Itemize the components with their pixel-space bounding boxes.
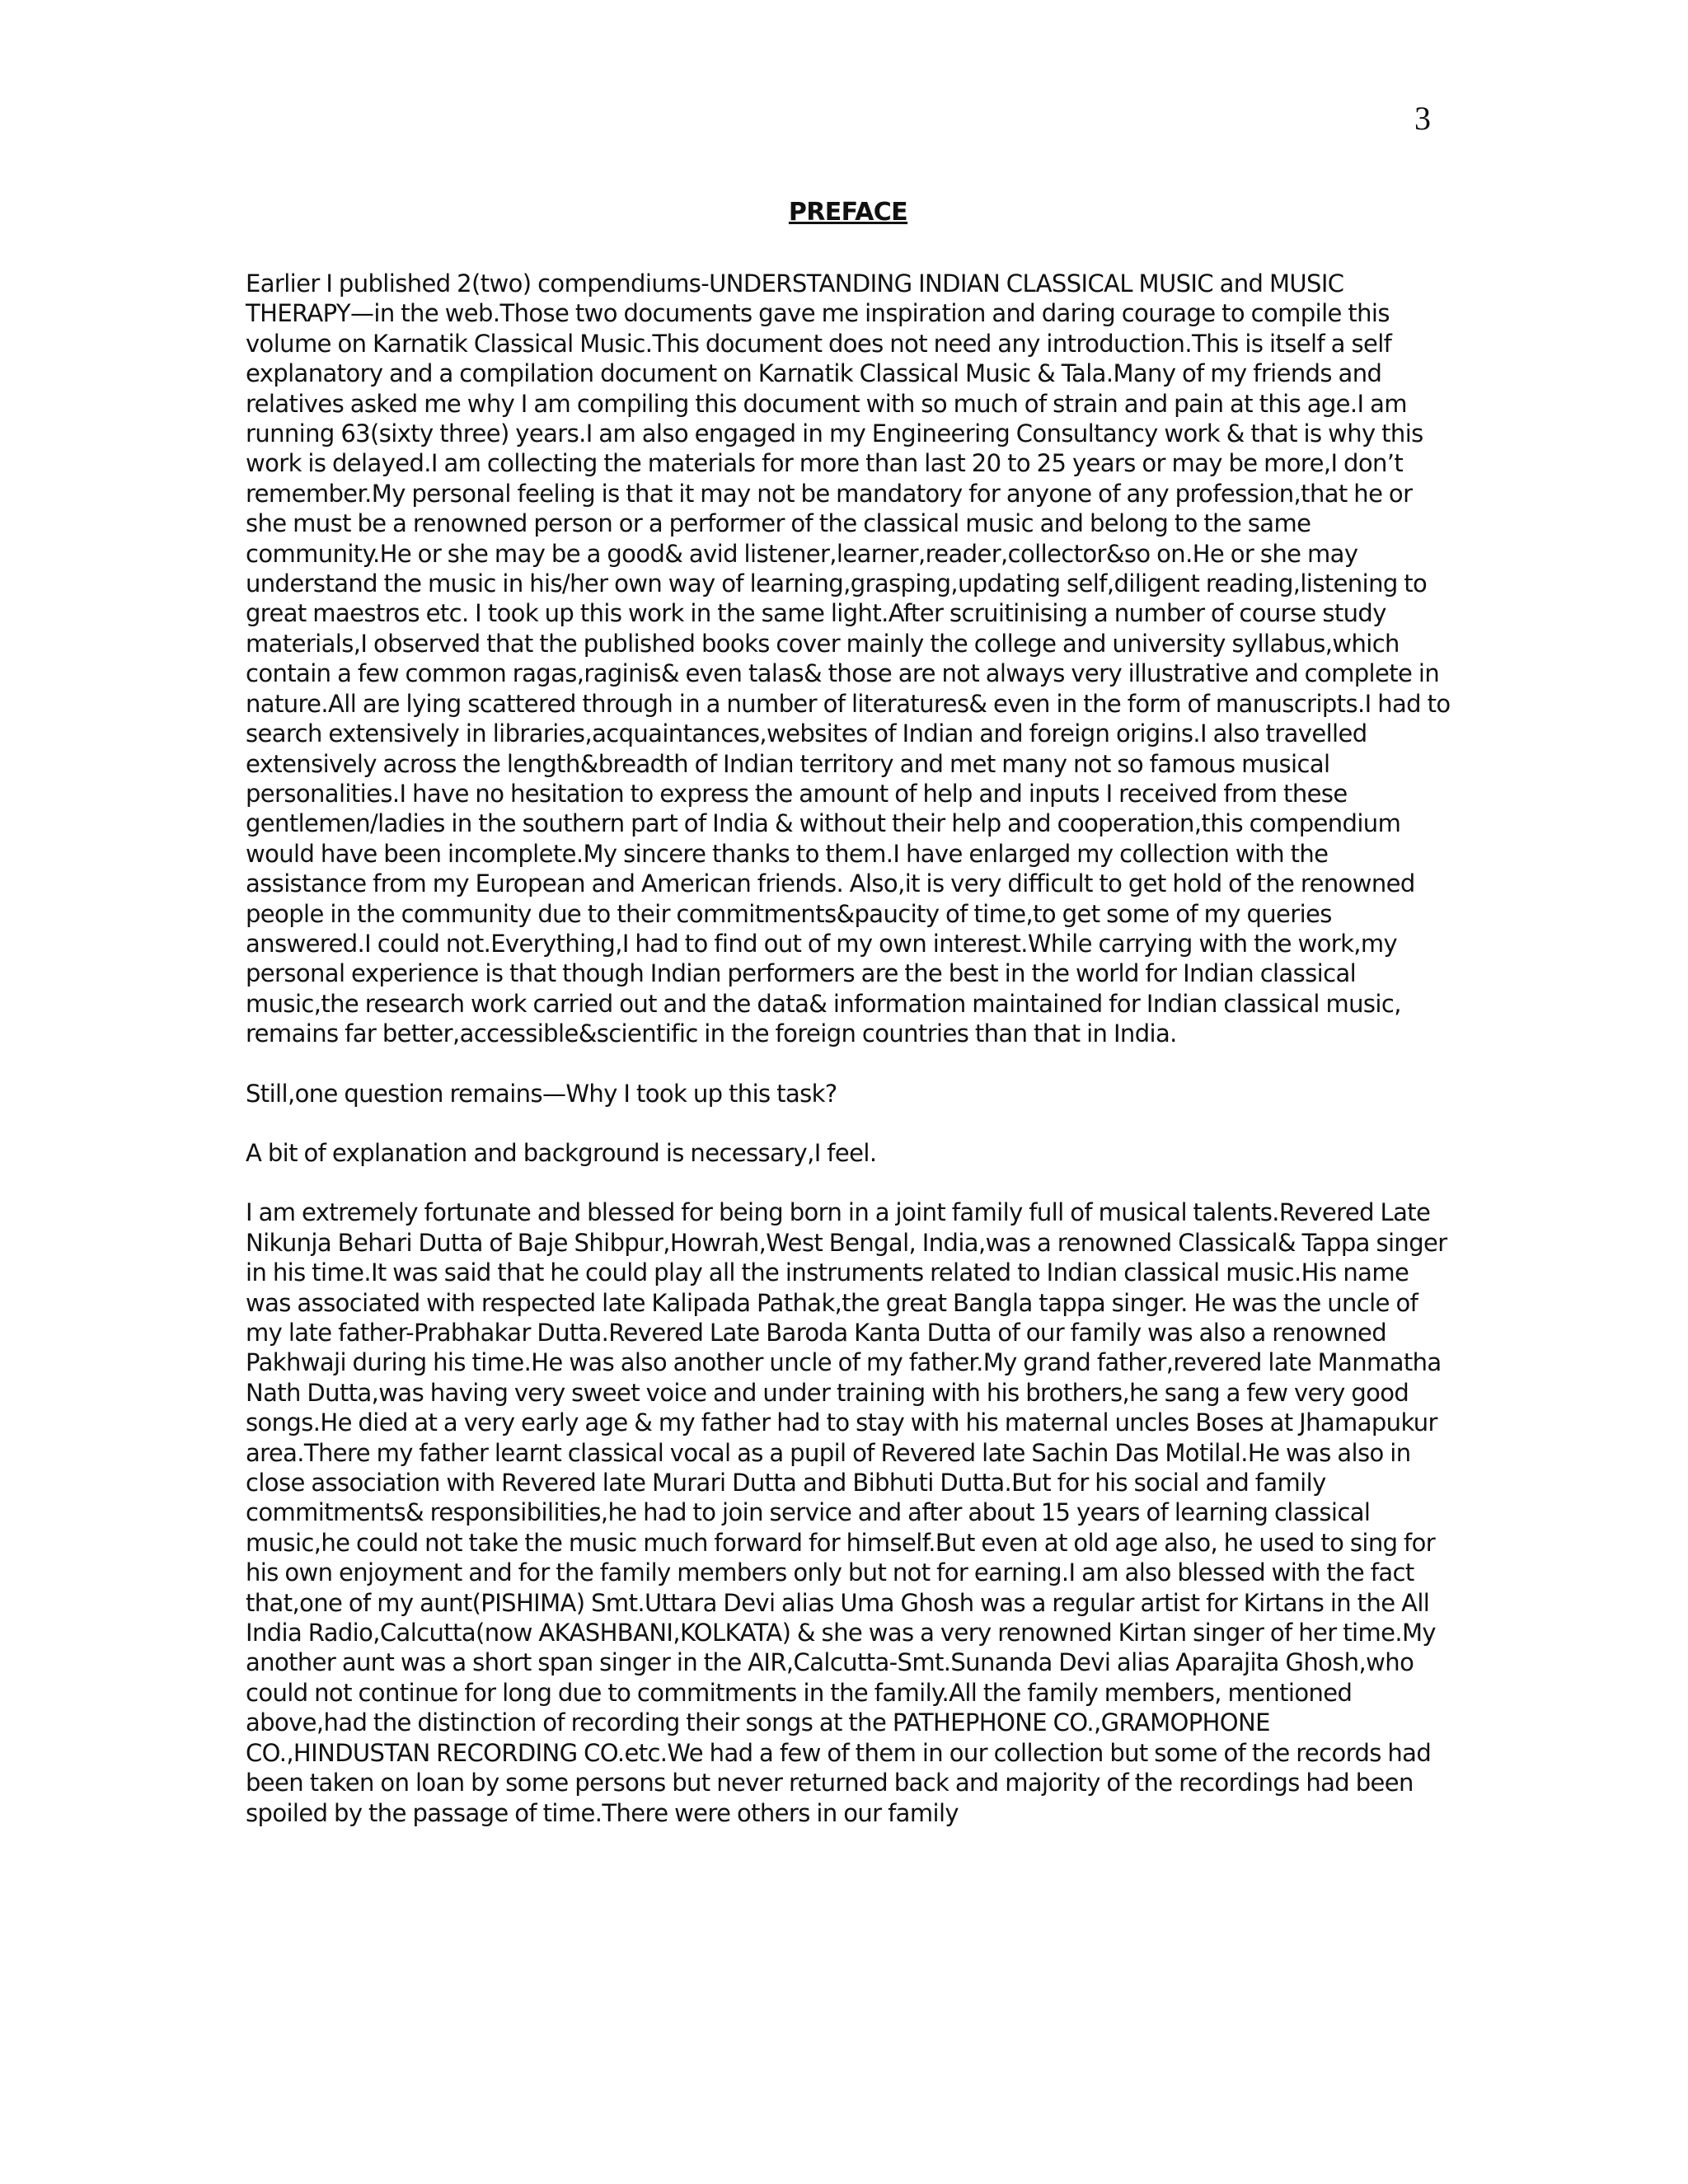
paragraph-family-background: I am extremely fortunate and blessed for being born in a joint family full of musical talents.Revered Late Nikunja Behari Dutta of Baje Shibpur,Howrah,West Bengal, India,was a renowned Classical& Tappa singer in his time.It was said that he could play all the instruments related to Indian classical music.His name was associated with respected late Kalipada Pathak,the great Bangla tappa singer. He was the uncle of my late father-Prabhakar Dutta.Revered Late Baroda Kanta Dutta of our family was also a renowned Pakhwaji during his time.He was also another uncle of my father.My grand father,revered late Manmatha Nath Dutta,was having very sweet voice and under training with his brothers,he sang a few very good songs.He died at a very early age & my father had to stay with his maternal uncles Boses at Jhamapukur area.There my father learnt classical vocal as a pupil of Revered late Sachin Das Motilal.He was also in close association with Revered late Murari Dutta and Bibhuti Dutta.But for his social and family commitments& responsibilities,he had to join service and after about 15 years of learning classical music,he could not take the music much forward for himself.But even at old age also, he used to sing for his own enjoyment and for the family members only but not for earning.I am also blessed with the fact that,one of my aunt(PISHIMA) Smt.Uttara Devi alias Uma Ghosh was a regular artist for Kirtans in the All India Radio,Calcutta(now AKASHBANI,KOLKATA) & she was a very renowned Kirtan singer of her time.My another aunt was a short span singer in the AIR,Calcutta-Smt.Sunanda Devi alias Aparajita Ghosh,who could not continue for long due to commitments in the family.All the family members, mentioned above,had the distinction of recording their songs at the PATHEPHONE CO.,GRAMOPHONE CO.,HINDUSTAN RECORDING CO.etc.We had a few of them in our collection but some of the records had been taken on loan by some persons but never returned back and majority of the recordings had been spoiled by the passage of time.There were others in our family: [246, 1198, 1447, 1827]
paragraph-question: Still,one question remains—Why I took up this task?: [246, 1079, 837, 1108]
paragraph-explanation: A bit of explanation and background is necessary,I feel.: [246, 1138, 877, 1167]
document-body: [246, 198, 1451, 1828]
page-number: 3: [1414, 100, 1431, 137]
section-title: PREFACE: [788, 198, 908, 227]
paragraph-intro: Earlier I published 2(two) compendiums-UNDERSTANDING INDIAN CLASSICAL MUSIC and MUSIC THERAPY—in the web.Those two documents gave me inspiration and daring courage to compile this volume on Karnatik Classical Music.This document does not need any introduction.This is itself a self explanatory and a compilation document on Karnatik Classical Music & Tala.Many of my friends and relatives asked me why I am compiling this document with so much of strain and pain at this age.I am running 63(sixty three) years.I am also engaged in my Engineering Consultancy work & that is why this work is delayed.I am collecting the materials for more than last 20 to 25 years or may be more,I don’t remember.My personal feeling is that it may not be mandatory for anyone of any profession,that he or she must be a renowned person or a performer of the classical music and belong to the same community.He or she may be a good& avid listener,learner,reader,collector&so on.He or she may understand the music in his/her own way of learning,grasping,updating self,diligent reading,listening to great maestros etc. I took up this work in the same light.After scruitinising a number of course study materials,I observed that the published books cover mainly the college and university syllabus,which contain a few common ragas,raginis& even talas& those are not always very illustrative and complete in nature.All are lying scattered through in a number of literatures& even in the form of manuscripts.I had to search extensively in libraries,acquaintances,websites of Indian and foreign origins.I also travelled extensively across the length&breadth of Indian territory and met many not so famous musical personalities.I have no hesitation to express the amount of help and inputs I received from these gentlemen/ladies in the southern part of India & without their help and cooperation,this compendium would have been incomplete.My sincere thanks to them.I have enlarged my collection with the assistance from my European and American friends. Also,it is very difficult to get hold of the renowned people in the community due to their commitments&paucity of time,to get some of my queries answered.I could not.Everything,I had to find out of my own interest.While carrying with the work,my personal experience is that though Indian performers are the best in the world for Indian classical music,the research work carried out and the data& information maintained for Indian classical music, remains far better,accessible&scientific in the foreign countries than that in India.: [246, 269, 1451, 1048]
